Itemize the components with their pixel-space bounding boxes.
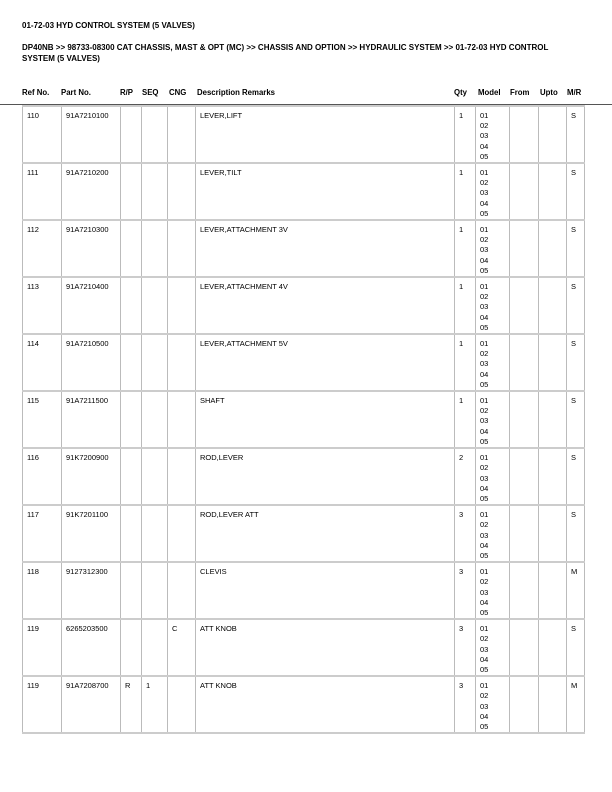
model-code: 03	[480, 473, 489, 483]
model-code: 01	[480, 681, 489, 691]
cell-upto	[539, 619, 567, 676]
model-code: 02	[480, 406, 489, 416]
cell-upto	[539, 277, 567, 334]
cell-part: 91A7208700	[62, 676, 121, 733]
cell-mr: S	[567, 391, 585, 448]
model-code: 05	[480, 550, 489, 560]
model-code: 03	[480, 416, 489, 426]
model-code: 02	[480, 691, 489, 701]
model-code: 04	[480, 426, 489, 436]
cell-part: 6265203500	[62, 619, 121, 676]
col-part: Part No.	[61, 88, 91, 97]
cell-cng	[168, 562, 196, 619]
model-code: 05	[480, 322, 489, 332]
table-row	[23, 505, 585, 562]
cell-upto	[539, 220, 567, 277]
cell-cng	[168, 220, 196, 277]
cell-seq	[142, 562, 168, 619]
cell-qty: 1	[455, 334, 476, 391]
model-code: 05	[480, 265, 489, 275]
table-row	[23, 562, 585, 619]
cell-cng	[168, 391, 196, 448]
cell-rp	[121, 448, 142, 505]
cell-ref: 113	[23, 277, 62, 334]
cell-from	[510, 163, 539, 220]
cell-mr: M	[567, 676, 585, 733]
cell-mr: S	[567, 220, 585, 277]
model-code: 03	[480, 131, 489, 141]
cell-from	[510, 277, 539, 334]
cell-model	[476, 277, 510, 334]
cell-qty: 1	[455, 277, 476, 334]
cell-desc: LEVER,ATTACHMENT 4V	[196, 277, 455, 334]
model-code: 05	[480, 379, 489, 389]
model-code: 03	[480, 359, 489, 369]
cell-part: 91K7200900	[62, 448, 121, 505]
model-code: 01	[480, 225, 489, 235]
cell-model	[476, 334, 510, 391]
cell-rp: R	[121, 676, 142, 733]
cell-mr: S	[567, 163, 585, 220]
model-code: 02	[480, 349, 489, 359]
model-code: 02	[480, 577, 489, 587]
model-code: 05	[480, 436, 489, 446]
model-code: 04	[480, 369, 489, 379]
model-code: 04	[480, 141, 489, 151]
cell-model	[476, 163, 510, 220]
cell-cng	[168, 163, 196, 220]
cell-mr: S	[567, 448, 585, 505]
cell-rp	[121, 220, 142, 277]
cell-seq	[142, 334, 168, 391]
cell-ref: 118	[23, 562, 62, 619]
model-code: 02	[480, 520, 489, 530]
cell-qty: 3	[455, 505, 476, 562]
model-code: 05	[480, 607, 489, 617]
cell-model	[476, 220, 510, 277]
model-code: 03	[480, 701, 489, 711]
cell-qty: 1	[455, 220, 476, 277]
table-header	[0, 88, 612, 105]
cell-qty: 3	[455, 562, 476, 619]
cell-seq: 1	[142, 676, 168, 733]
cell-desc: LEVER,TILT	[196, 163, 455, 220]
cell-cng	[168, 676, 196, 733]
model-code: 04	[480, 255, 489, 265]
cell-cng	[168, 106, 196, 163]
cell-seq	[142, 277, 168, 334]
cell-from	[510, 676, 539, 733]
cell-upto	[539, 163, 567, 220]
col-ref: Ref No.	[22, 88, 50, 97]
cell-upto	[539, 505, 567, 562]
cell-desc: ROD,LEVER	[196, 448, 455, 505]
cell-model	[476, 106, 510, 163]
table-row	[23, 391, 585, 448]
cell-part: 91A7211500	[62, 391, 121, 448]
cell-part: 91A7210400	[62, 277, 121, 334]
cell-seq	[142, 448, 168, 505]
model-code: 02	[480, 463, 489, 473]
model-code: 05	[480, 493, 489, 503]
model-code: 04	[480, 540, 489, 550]
model-code: 04	[480, 312, 489, 322]
cell-desc: SHAFT	[196, 391, 455, 448]
model-code: 02	[480, 634, 489, 644]
cell-seq	[142, 505, 168, 562]
model-code: 04	[480, 198, 489, 208]
cell-qty: 2	[455, 448, 476, 505]
cell-mr: S	[567, 619, 585, 676]
model-code: 01	[480, 510, 489, 520]
cell-qty: 1	[455, 106, 476, 163]
cell-rp	[121, 505, 142, 562]
cell-ref: 112	[23, 220, 62, 277]
cell-ref: 117	[23, 505, 62, 562]
model-code: 03	[480, 644, 489, 654]
cell-part: 91A7210500	[62, 334, 121, 391]
model-code: 04	[480, 654, 489, 664]
model-code: 02	[480, 235, 489, 245]
cell-seq	[142, 163, 168, 220]
table-row	[23, 277, 585, 334]
table-row	[23, 220, 585, 277]
cell-ref: 114	[23, 334, 62, 391]
table-row	[23, 334, 585, 391]
cell-part: 91A7210100	[62, 106, 121, 163]
model-code: 03	[480, 302, 489, 312]
col-from: From	[510, 88, 530, 97]
model-code: 01	[480, 624, 489, 634]
cell-mr: M	[567, 562, 585, 619]
page-title: 01-72-03 HYD CONTROL SYSTEM (5 VALVES)	[22, 21, 195, 30]
cell-cng	[168, 505, 196, 562]
model-code: 03	[480, 587, 489, 597]
cell-rp	[121, 277, 142, 334]
cell-desc: CLEVIS	[196, 562, 455, 619]
model-code: 01	[480, 168, 489, 178]
cell-desc: ATT KNOB	[196, 619, 455, 676]
cell-model	[476, 619, 510, 676]
col-qty: Qty	[454, 88, 467, 97]
model-code: 05	[480, 208, 489, 218]
cell-rp	[121, 391, 142, 448]
model-code: 01	[480, 453, 489, 463]
cell-desc: LEVER,ATTACHMENT 3V	[196, 220, 455, 277]
cell-part: 91A7210300	[62, 220, 121, 277]
cell-from	[510, 391, 539, 448]
cell-ref: 110	[23, 106, 62, 163]
model-code: 02	[480, 292, 489, 302]
cell-mr: S	[567, 277, 585, 334]
cell-qty: 1	[455, 163, 476, 220]
cell-part: 91K7201100	[62, 505, 121, 562]
model-code: 05	[480, 664, 489, 674]
cell-upto	[539, 334, 567, 391]
model-code: 03	[480, 530, 489, 540]
cell-mr: S	[567, 334, 585, 391]
cell-seq	[142, 619, 168, 676]
cell-ref: 115	[23, 391, 62, 448]
table-row	[23, 448, 585, 505]
breadcrumb: DP40NB >> 98733-08300 CAT CHASSIS, MAST & OPT (MC) >> CHASSIS AND OPTION >> HYDRAULIC SYSTEM >> 01-72-03 HYD CONTROL SYSTEM (5 VALVES)	[22, 43, 549, 63]
cell-cng: C	[168, 619, 196, 676]
model-code: 01	[480, 282, 489, 292]
model-code: 01	[480, 111, 489, 120]
cell-from	[510, 505, 539, 562]
cell-mr: S	[567, 505, 585, 562]
model-code: 01	[480, 396, 489, 406]
col-mr: M/R	[567, 88, 582, 97]
model-code: 04	[480, 711, 489, 721]
cell-model	[476, 391, 510, 448]
cell-seq	[142, 391, 168, 448]
cell-ref: 116	[23, 448, 62, 505]
model-code: 02	[480, 121, 489, 131]
model-code: 01	[480, 567, 489, 577]
cell-mr: S	[567, 106, 585, 163]
col-cng: CNG	[169, 88, 187, 97]
cell-qty: 3	[455, 676, 476, 733]
cell-from	[510, 619, 539, 676]
cell-from	[510, 106, 539, 163]
cell-desc: ATT KNOB	[196, 676, 455, 733]
cell-cng	[168, 448, 196, 505]
cell-from	[510, 562, 539, 619]
model-code: 05	[480, 151, 489, 161]
cell-qty: 1	[455, 391, 476, 448]
cell-rp	[121, 334, 142, 391]
cell-from	[510, 448, 539, 505]
col-rp: R/P	[120, 88, 133, 97]
cell-from	[510, 220, 539, 277]
table-row	[23, 676, 585, 733]
cell-upto	[539, 106, 567, 163]
cell-rp	[121, 562, 142, 619]
cell-ref: 111	[23, 163, 62, 220]
cell-upto	[539, 391, 567, 448]
cell-upto	[539, 448, 567, 505]
cell-qty: 3	[455, 619, 476, 676]
cell-cng	[168, 334, 196, 391]
model-code: 04	[480, 483, 489, 493]
cell-part: 9127312300	[62, 562, 121, 619]
model-code: 05	[480, 721, 489, 731]
cell-desc: LEVER,ATTACHMENT 5V	[196, 334, 455, 391]
col-desc: Description Remarks	[197, 88, 275, 97]
cell-cng	[168, 277, 196, 334]
cell-desc: ROD,LEVER ATT	[196, 505, 455, 562]
cell-rp	[121, 619, 142, 676]
model-code: 03	[480, 245, 489, 255]
model-code: 04	[480, 597, 489, 607]
table-row	[23, 163, 585, 220]
col-model: Model	[478, 88, 501, 97]
model-code: 03	[480, 188, 489, 198]
col-upto: Upto	[540, 88, 558, 97]
table-row	[23, 619, 585, 676]
cell-desc: LEVER,LIFT	[196, 106, 455, 163]
cell-rp	[121, 106, 142, 163]
cell-upto	[539, 676, 567, 733]
cell-upto	[539, 562, 567, 619]
model-code: 01	[480, 339, 489, 349]
cell-model	[476, 562, 510, 619]
cell-model	[476, 676, 510, 733]
parts-table	[22, 105, 585, 734]
cell-ref: 119	[23, 676, 62, 733]
cell-seq	[142, 220, 168, 277]
cell-ref: 119	[23, 619, 62, 676]
cell-rp	[121, 163, 142, 220]
model-code: 02	[480, 178, 489, 188]
col-seq: SEQ	[142, 88, 159, 97]
table-row	[23, 106, 585, 163]
cell-part: 91A7210200	[62, 163, 121, 220]
cell-model	[476, 505, 510, 562]
cell-seq	[142, 106, 168, 163]
cell-from	[510, 334, 539, 391]
cell-model	[476, 448, 510, 505]
